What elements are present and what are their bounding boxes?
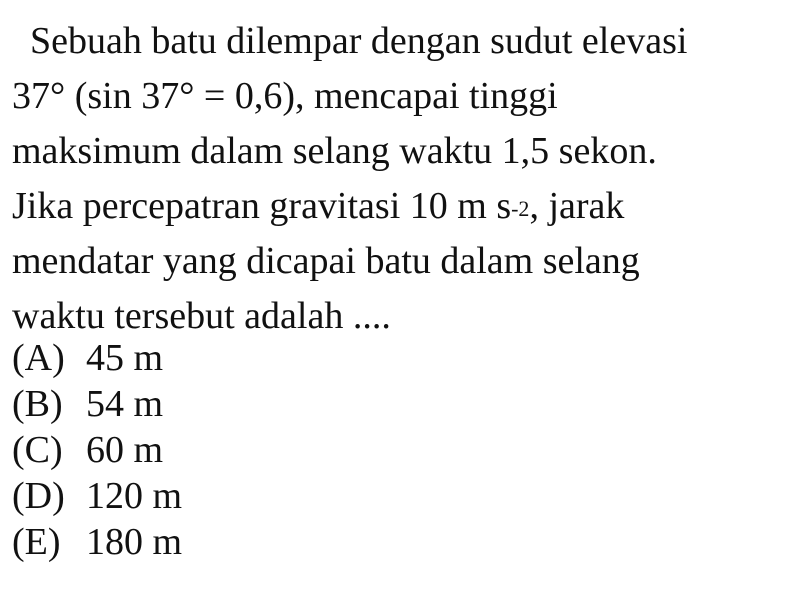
question-line-4-text: Jika percepatran gravitasi 10 m s [12, 185, 512, 227]
option-letter: (A) [12, 337, 65, 379]
question-line-4 [12, 179, 802, 234]
option-letter: (C) [12, 429, 63, 471]
option-d[interactable] [12, 473, 182, 519]
option-a[interactable] [12, 335, 182, 381]
option-letter: (E) [12, 521, 61, 563]
option-letter: (B) [12, 383, 63, 425]
option-text: 180 m [86, 521, 183, 563]
question-text [12, 14, 802, 344]
question-line-4-tail: , jarak [529, 185, 625, 227]
option-c[interactable] [12, 427, 182, 473]
option-text: 45 m [86, 337, 164, 379]
option-b[interactable] [12, 381, 182, 427]
question-line-2: 37° (sin 37° = 0,6), mencapai tinggi [12, 75, 558, 117]
option-letter: (D) [12, 475, 65, 517]
option-text: 120 m [86, 475, 183, 517]
option-text: 60 m [86, 429, 164, 471]
question-line-3: maksimum dalam selang waktu 1,5 sekon. [12, 130, 657, 172]
question-line-6: waktu tersebut adalah .... [12, 295, 391, 337]
question-line-1: Sebuah batu dilempar dengan sudut elevasi [30, 20, 688, 62]
question-line-5: mendatar yang dicapai batu dalam selang [12, 240, 640, 282]
option-text: 54 m [86, 383, 164, 425]
answer-options [12, 335, 182, 565]
exponent: -2 [511, 196, 530, 221]
option-e[interactable] [12, 519, 182, 565]
